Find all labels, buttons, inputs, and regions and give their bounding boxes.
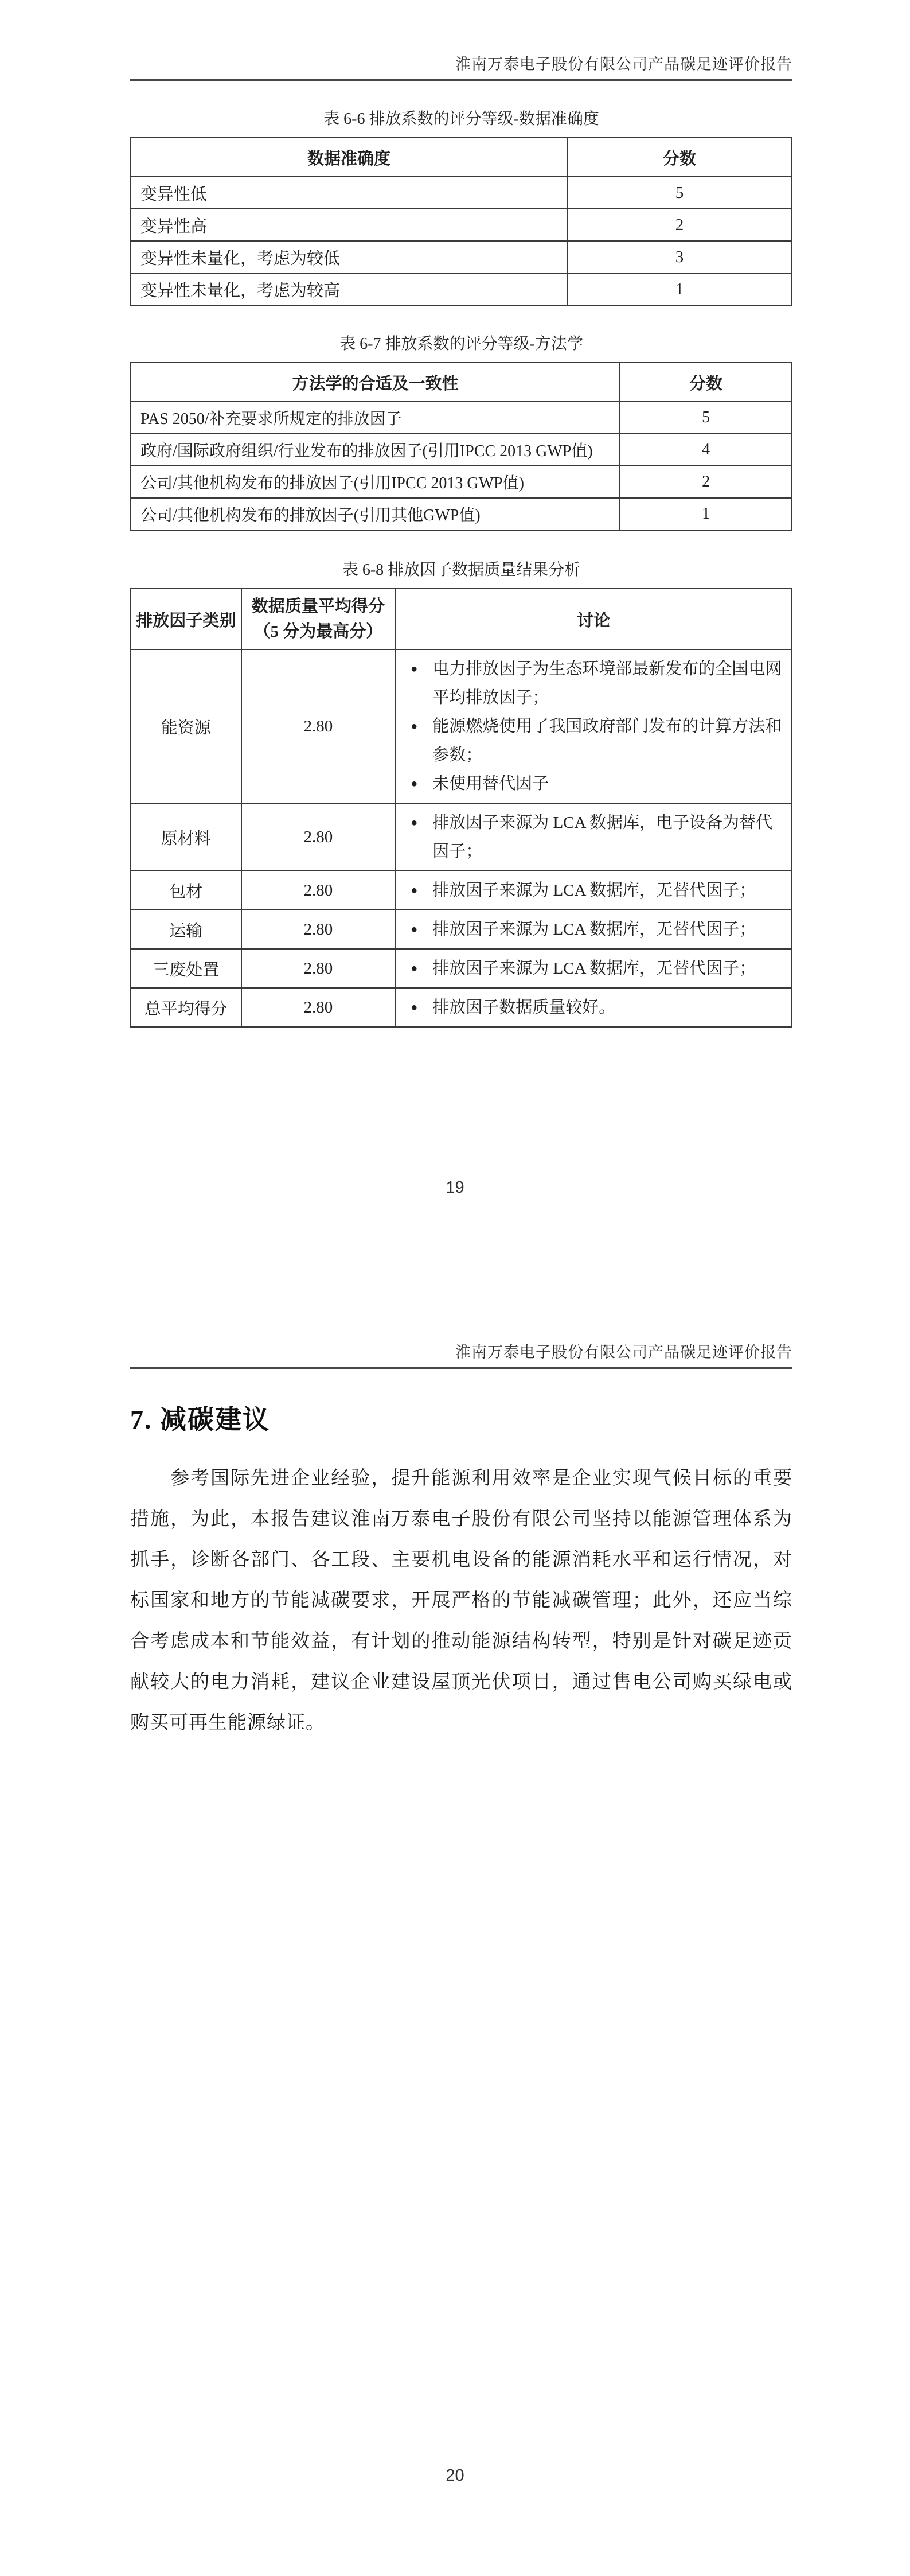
column-header-avg-score	[241, 589, 396, 649]
discussion-cell	[395, 803, 792, 871]
recommendation-paragraph: 参考国际先进企业经验，提升能源利用效率是企业实现气候目标的重要措施，为此，本报告建议淮南万泰电子股份有限公司坚持以能源管理体系为抓手，诊断各部门、各工段、主要机电设备的能源消耗水平和运行情况，对标国家和地方的节能减碳要求，开展严格的节能减碳管理；此外，还应当综合考虑成本和节能效益，有计划的推动能源结构转型，特别是针对碳足迹贡献较大的电力消耗，建议企业建设屋顶光伏项目，通过售电公司购买绿电或购买可再生能源绿证。	[130, 1468, 792, 1733]
table-row	[131, 241, 792, 273]
table-6-6-body	[131, 177, 792, 305]
score-cell: 1	[620, 498, 792, 530]
criterion-cell: 政府/国际政府组织/行业发布的排放因子(引用IPCC 2013 GWP值)	[131, 434, 620, 466]
header-row	[131, 589, 792, 649]
bullet-item	[396, 915, 782, 944]
discussion-cell	[395, 910, 792, 949]
factor-category-cell: 运输	[131, 910, 241, 949]
running-header: 淮南万泰电子股份有限公司产品碳足迹评价报告	[130, 0, 792, 81]
column-header-discussion: 讨论	[395, 589, 792, 649]
table-row	[131, 910, 792, 949]
bullet-item	[396, 769, 782, 798]
avg-score-header-line1: 数据质量平均得分	[251, 597, 385, 616]
factor-category-cell: 包材	[131, 871, 241, 910]
table-row	[131, 871, 792, 910]
bullet-icon: ●	[411, 663, 418, 675]
table-6-7	[130, 362, 792, 531]
discussion-cell	[395, 949, 792, 988]
table-6-8	[130, 588, 792, 1028]
score-cell: 2.80	[241, 803, 396, 871]
score-cell: 5	[620, 402, 792, 434]
table-row	[131, 273, 792, 305]
bullet-icon: ●	[411, 1001, 418, 1014]
section-title: 7. 减碳建议	[130, 1405, 270, 1434]
factor-category-cell: 原材料	[131, 803, 241, 871]
table-row	[131, 177, 792, 209]
table-6-8-header	[131, 589, 792, 649]
score-cell: 2	[567, 209, 792, 241]
bullet-item	[396, 876, 782, 905]
column-header-score: 分数	[567, 138, 792, 177]
table-6-6-header	[131, 138, 792, 177]
bullet-text: 排放因子数据质量较好。	[432, 998, 616, 1017]
bullet-icon: ●	[411, 884, 418, 897]
bullet-icon: ●	[411, 720, 418, 733]
score-cell: 2.80	[241, 649, 396, 803]
column-header-score: 分数	[620, 363, 792, 402]
table-6-6-caption: 表 6-6 排放系数的评分等级-数据准确度	[323, 110, 599, 128]
score-cell: 1	[567, 273, 792, 305]
criterion-cell: 公司/其他机构发布的排放因子(引用其他GWP值)	[131, 498, 620, 530]
bullet-text: 电力排放因子为生态环境部最新发布的全国电网平均排放因子；	[432, 660, 782, 707]
table-6-7-header	[131, 363, 792, 402]
page-number: 20	[446, 2466, 464, 2485]
criterion-cell: 变异性低	[131, 177, 567, 209]
table-row	[131, 649, 792, 803]
bullet-item	[396, 808, 782, 866]
table-6-8-body	[131, 649, 792, 1027]
criterion-cell: PAS 2050/补充要求所规定的排放因子	[131, 402, 620, 434]
table-6-6	[130, 137, 792, 306]
header-row	[131, 363, 792, 402]
bullet-item	[396, 993, 782, 1022]
score-cell: 2.80	[241, 988, 396, 1027]
bullet-text: 未使用替代因子	[432, 775, 549, 793]
discussion-cell	[395, 988, 792, 1027]
score-cell: 2.80	[241, 949, 396, 988]
bullet-text: 排放因子来源为 LCA 数据库，无替代因子；	[432, 881, 756, 900]
score-cell: 4	[620, 434, 792, 466]
score-cell: 5	[567, 177, 792, 209]
page-number: 19	[446, 1178, 464, 1197]
table-row	[131, 466, 792, 498]
page-19-content	[130, 0, 792, 1028]
table-6-7-body	[131, 402, 792, 530]
column-header-methodology: 方法学的合适及一致性	[131, 363, 620, 402]
running-header: 淮南万泰电子股份有限公司产品碳足迹评价报告	[130, 1288, 792, 1369]
bullet-icon: ●	[411, 816, 418, 829]
table-row	[131, 988, 792, 1027]
factor-category-cell: 能资源	[131, 649, 241, 803]
bullet-text: 排放因子来源为 LCA 数据库，无替代因子；	[432, 959, 756, 978]
bullet-text: 排放因子来源为 LCA 数据库，无替代因子；	[432, 920, 756, 939]
bullet-text: 能源燃烧使用了我国政府部门发布的计算方法和参数；	[432, 717, 782, 764]
table-row	[131, 949, 792, 988]
factor-category-cell: 三废处置	[131, 949, 241, 988]
table-6-7-caption: 表 6-7 排放系数的评分等级-方法学	[339, 335, 583, 353]
factor-category-cell: 总平均得分	[131, 988, 241, 1027]
column-header-accuracy: 数据准确度	[131, 138, 567, 177]
page-20	[0, 1288, 910, 2576]
score-cell: 2.80	[241, 871, 396, 910]
criterion-cell: 公司/其他机构发布的排放因子(引用IPCC 2013 GWP值)	[131, 466, 620, 498]
score-cell: 2	[620, 466, 792, 498]
table-row	[131, 803, 792, 871]
table-6-8-caption: 表 6-8 排放因子数据质量结果分析	[342, 561, 581, 579]
bullet-item	[396, 712, 782, 769]
criterion-cell: 变异性未量化，考虑为较低	[131, 241, 567, 273]
bullet-item	[396, 655, 782, 712]
header-row	[131, 138, 792, 177]
criterion-cell: 变异性高	[131, 209, 567, 241]
score-cell: 2.80	[241, 910, 396, 949]
page-20-content	[130, 1288, 792, 1744]
bullet-text: 排放因子来源为 LCA 数据库，电子设备为替代因子；	[432, 814, 773, 861]
bullet-icon: ●	[411, 962, 418, 975]
avg-score-header-line2: （5 分为最高分）	[253, 622, 383, 641]
table-row	[131, 402, 792, 434]
bullet-icon: ●	[411, 923, 418, 936]
criterion-cell: 变异性未量化，考虑为较高	[131, 273, 567, 305]
discussion-cell	[395, 649, 792, 803]
table-row	[131, 209, 792, 241]
bullet-icon: ●	[411, 777, 418, 790]
discussion-cell	[395, 871, 792, 910]
table-row	[131, 498, 792, 530]
score-cell: 3	[567, 241, 792, 273]
bullet-item	[396, 954, 782, 983]
table-row	[131, 434, 792, 466]
column-header-factor-category: 排放因子类别	[131, 589, 241, 649]
